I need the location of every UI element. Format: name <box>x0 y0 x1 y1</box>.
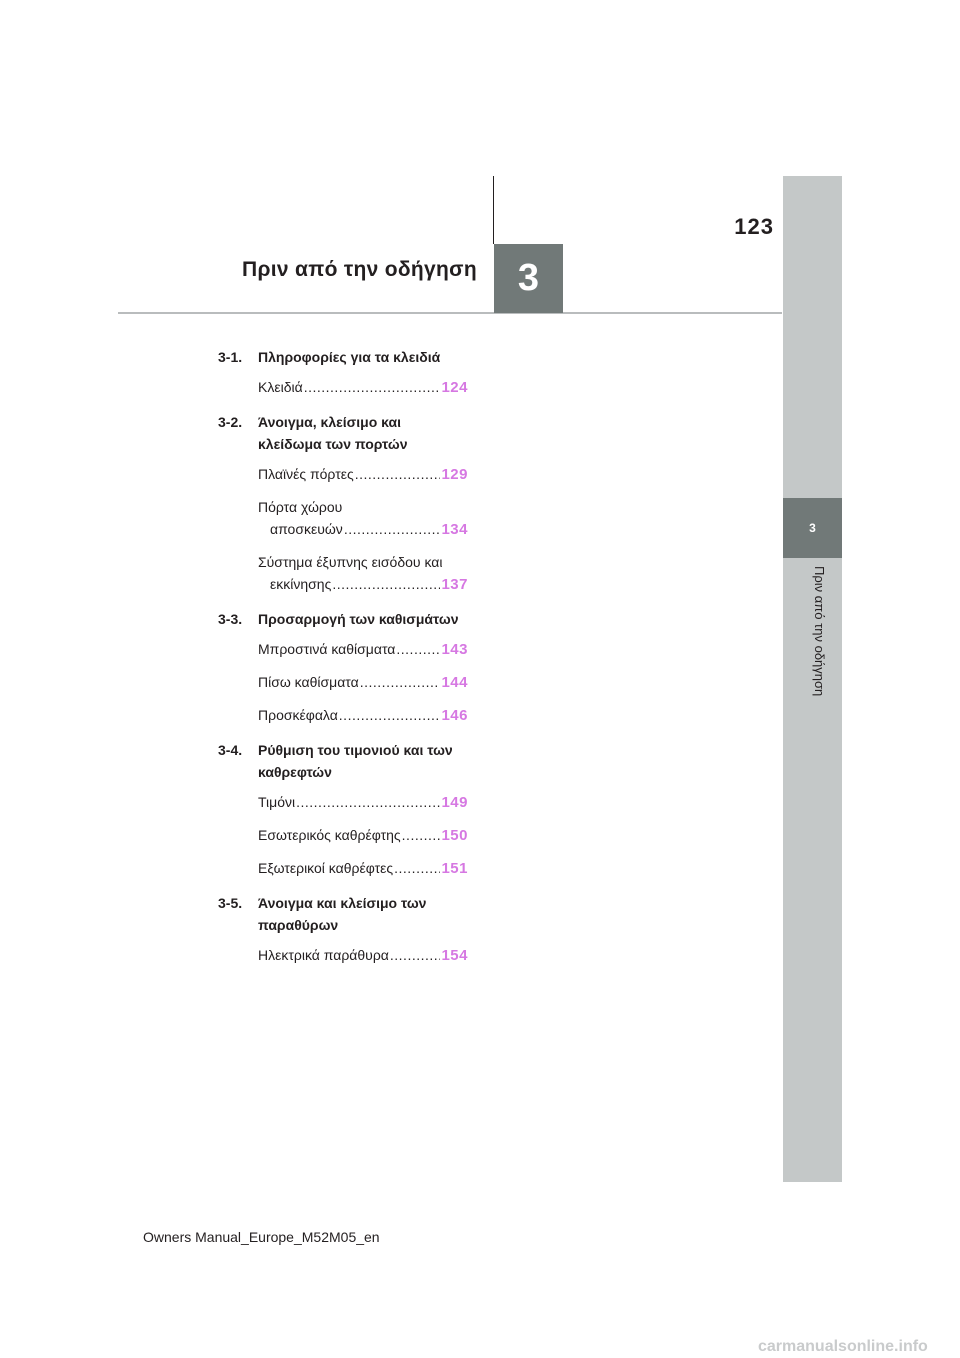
toc-leader-dots <box>394 857 440 879</box>
toc-leader-dots <box>402 824 441 846</box>
toc-entry[interactable] <box>258 857 468 880</box>
toc-section-number: 3-4. <box>218 742 243 758</box>
toc-leader-dots <box>332 573 440 595</box>
toc-section-heading[interactable] <box>218 608 468 630</box>
page-number: 123 <box>734 214 774 239</box>
toc-page-link[interactable]: 137 <box>441 576 468 593</box>
toc-entry[interactable] <box>258 791 468 814</box>
toc-leader-dots <box>355 463 441 485</box>
toc-leader-dots <box>296 791 440 813</box>
toc-entry-line <box>258 463 468 486</box>
toc-page-link[interactable]: 144 <box>441 674 468 691</box>
side-tab-active-chapter[interactable]: 3 <box>783 498 842 558</box>
toc-section-title: Πληροφορίες για τα κλειδιά <box>258 349 441 365</box>
toc-page-link[interactable]: 134 <box>441 521 468 538</box>
toc-entry[interactable] <box>258 551 468 596</box>
toc-section-number: 3-1. <box>218 349 243 365</box>
toc-section <box>218 608 468 727</box>
toc-entry-text: Μπροστινά καθίσματα <box>258 641 396 657</box>
toc-entry-text: Κλειδιά <box>258 379 303 395</box>
toc-page-link[interactable]: 149 <box>441 794 468 811</box>
toc-entry-text: αποσκευών <box>270 521 343 537</box>
toc-entry-text: Προσκέφαλα <box>258 707 338 723</box>
toc-entry-text: Εξωτερικοί καθρέφτες <box>258 860 394 876</box>
toc-leader-dots <box>304 376 441 398</box>
toc-entry-text: Σύστημα έξυπνης εισόδου και <box>258 554 443 570</box>
toc-section-number: 3-2. <box>218 414 243 430</box>
toc-leader-dots <box>390 944 441 966</box>
chapter-title: Πριν από την οδήγηση <box>242 258 477 281</box>
footer-manual-id: Owners Manual_Europe_M52M05_en <box>143 1229 380 1245</box>
toc-entry-line <box>258 704 468 727</box>
toc-entry-line <box>258 824 468 847</box>
toc-entry-line <box>258 791 468 814</box>
toc-entry-text: Εσωτερικός καθρέφτης <box>258 827 401 843</box>
toc-entry[interactable] <box>258 671 468 694</box>
chapter-number-box: 3 <box>494 244 563 313</box>
toc-entry-text: Ηλεκτρικά παράθυρα <box>258 947 389 963</box>
side-tab-label: Πριν από την οδήγηση <box>812 566 827 697</box>
toc-leader-dots <box>344 518 441 540</box>
toc-page-link[interactable]: 124 <box>441 379 468 396</box>
toc-section-heading[interactable] <box>218 411 468 455</box>
toc-section-title: Άνοιγμα και κλείσιμο των παραθύρων <box>258 895 427 933</box>
toc-section-heading[interactable] <box>218 346 468 368</box>
toc-entry-line <box>258 551 468 573</box>
toc-entry-text: Πίσω καθίσματα <box>258 674 359 690</box>
toc-leader-dots <box>396 638 440 660</box>
toc-entry-line <box>258 857 468 880</box>
toc-section-heading[interactable] <box>218 739 468 783</box>
toc-entry-text: Πλαϊνές πόρτες <box>258 466 354 482</box>
toc-entry[interactable] <box>258 824 468 847</box>
toc-entry[interactable] <box>258 704 468 727</box>
header-divider-vertical <box>493 176 494 244</box>
toc-entry-text: Τιμόνι <box>258 794 296 810</box>
toc-section-number: 3-3. <box>218 611 243 627</box>
watermark: carmanualsonline.info <box>758 1338 928 1355</box>
toc-page-link[interactable]: 154 <box>441 947 468 964</box>
toc-section <box>218 411 468 596</box>
toc-entry-line <box>258 944 468 967</box>
toc-leader-dots <box>339 704 441 726</box>
header-divider-horizontal <box>118 312 782 314</box>
toc-entry[interactable] <box>258 496 468 541</box>
toc-section-number: 3-5. <box>218 895 243 911</box>
toc-entry-text: Πόρτα χώρου <box>258 499 343 515</box>
toc-page-link[interactable]: 150 <box>441 827 468 844</box>
toc-entry-text: εκκίνησης <box>270 576 332 592</box>
toc-section <box>218 346 468 399</box>
toc-section <box>218 892 468 967</box>
toc-entry-line <box>258 573 468 596</box>
toc-entry-line <box>258 518 468 541</box>
toc-page-link[interactable]: 146 <box>441 707 468 724</box>
toc-entry[interactable] <box>258 944 468 967</box>
toc-section-heading[interactable] <box>218 892 468 936</box>
toc-page-link[interactable]: 151 <box>441 860 468 877</box>
toc-entry[interactable] <box>258 376 468 399</box>
toc-entry-line <box>258 376 468 399</box>
toc-page-link[interactable]: 129 <box>441 466 468 483</box>
toc-page-link[interactable]: 143 <box>441 641 468 658</box>
toc-entry-line <box>258 671 468 694</box>
toc-entry-line <box>258 496 468 518</box>
toc-entry[interactable] <box>258 638 468 661</box>
toc-section-title: Άνοιγμα, κλείσιμο και κλείδωμα των πορτών <box>258 414 408 452</box>
table-of-contents <box>218 346 468 979</box>
toc-section-title: Προσαρμογή των καθισμάτων <box>258 611 459 627</box>
toc-leader-dots <box>360 671 441 693</box>
toc-section-title: Ρύθμιση του τιμονιού και των καθρεφτών <box>258 742 453 780</box>
toc-section <box>218 739 468 880</box>
toc-entry-line <box>258 638 468 661</box>
toc-entry[interactable] <box>258 463 468 486</box>
